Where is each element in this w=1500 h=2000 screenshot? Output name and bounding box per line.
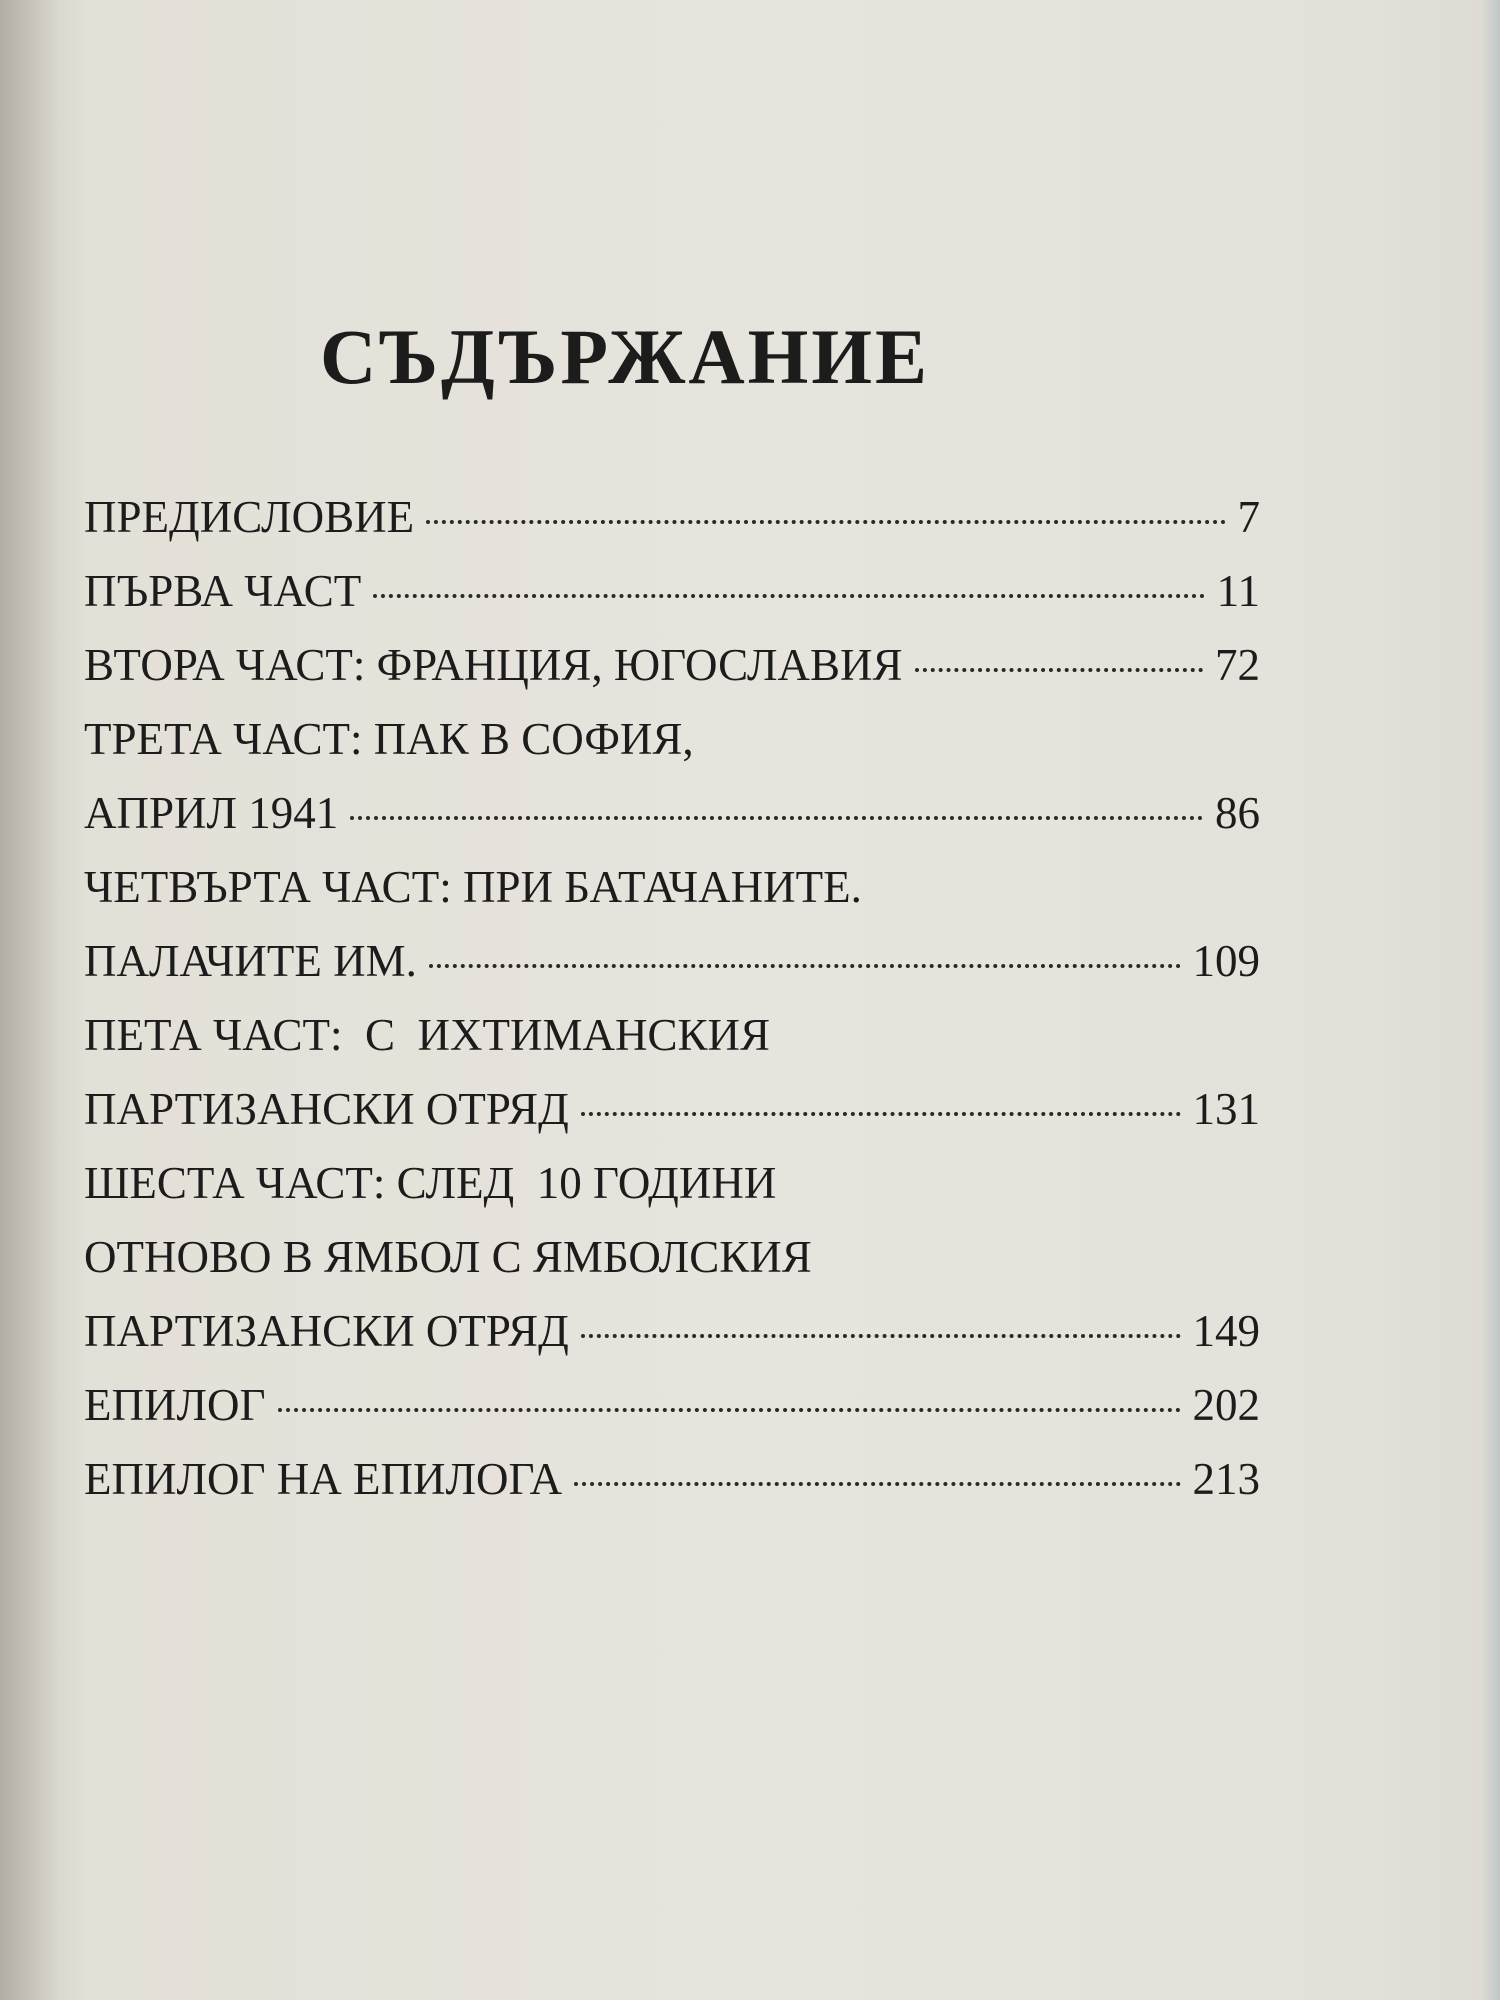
toc-entry-page-number: 86 xyxy=(1215,788,1260,838)
page-right-edge xyxy=(1482,0,1500,2000)
toc-entry-line xyxy=(84,1220,1260,1294)
toc-entry-page-number: 131 xyxy=(1192,1084,1260,1134)
toc-entry-title: ШЕСТА ЧАСТ: СЛЕД 10 ГОДИНИ xyxy=(84,1158,777,1208)
toc-entry-line xyxy=(84,1146,1260,1220)
toc-entry-title-continuation: ПАЛАЧИТЕ ИМ. xyxy=(84,936,417,986)
toc-entry-page-number: 109 xyxy=(1192,936,1260,986)
page-gutter-shadow xyxy=(0,0,60,2000)
toc-entry xyxy=(84,554,1260,628)
toc-entry-title-continuation: ОТНОВО В ЯМБОЛ С ЯМБОЛСКИЯ xyxy=(84,1232,812,1282)
toc-entry-page-number: 202 xyxy=(1192,1380,1260,1430)
dot-leader xyxy=(278,1408,1181,1412)
toc-entry-title: ПЪРВА ЧАСТ xyxy=(84,566,362,616)
dot-leader xyxy=(426,520,1225,524)
toc-entry-title: ПРЕДИСЛОВИЕ xyxy=(84,492,415,542)
toc-entry-title: ПЕТА ЧАСТ: С ИХТИМАНСКИЯ xyxy=(84,1010,771,1060)
dot-leader xyxy=(915,668,1203,672)
dot-leader xyxy=(574,1482,1180,1486)
toc-entry-title: ВТОРА ЧАСТ: ФРАНЦИЯ, ЮГОСЛАВИЯ xyxy=(84,640,903,690)
dot-leader xyxy=(350,816,1203,820)
toc-entry-page-number: 72 xyxy=(1215,640,1260,690)
table-of-contents xyxy=(84,480,1260,1516)
dot-leader xyxy=(373,594,1204,598)
toc-entry xyxy=(84,480,1260,554)
toc-entry xyxy=(84,776,1260,850)
toc-entry xyxy=(84,1368,1260,1442)
dot-leader xyxy=(429,964,1181,968)
toc-entry-title-continuation: ПАРТИЗАНСКИ ОТРЯД xyxy=(84,1306,569,1356)
toc-entry-title-continuation: ПАРТИЗАНСКИ ОТРЯД xyxy=(84,1084,569,1134)
toc-entry-line xyxy=(84,998,1260,1072)
toc-entry-title: ТРЕТА ЧАСТ: ПАК В СОФИЯ, xyxy=(84,714,694,764)
toc-entry-page-number: 7 xyxy=(1237,492,1260,542)
dot-leader xyxy=(581,1112,1181,1116)
toc-entry xyxy=(84,1072,1260,1146)
toc-entry-page-number: 213 xyxy=(1192,1454,1260,1504)
toc-entry-page-number: 149 xyxy=(1192,1306,1260,1356)
toc-entry-line xyxy=(84,850,1260,924)
toc-entry xyxy=(84,628,1260,702)
toc-entry-title: ЕПИЛОГ НА ЕПИЛОГА xyxy=(84,1454,563,1504)
toc-entry-title-continuation: АПРИЛ 1941 xyxy=(84,788,339,838)
toc-entry xyxy=(84,1442,1260,1516)
toc-entry-line xyxy=(84,702,1260,776)
toc-entry xyxy=(84,924,1260,998)
toc-entry-page-number: 11 xyxy=(1216,566,1260,616)
page-title: СЪДЪРЖАНИЕ xyxy=(320,313,931,400)
toc-entry-title: ЧЕТВЪРТА ЧАСТ: ПРИ БАТАЧАНИТЕ. xyxy=(84,862,862,912)
toc-entry xyxy=(84,1294,1260,1368)
toc-entry-title: ЕПИЛОГ xyxy=(84,1380,266,1430)
dot-leader xyxy=(581,1334,1181,1338)
